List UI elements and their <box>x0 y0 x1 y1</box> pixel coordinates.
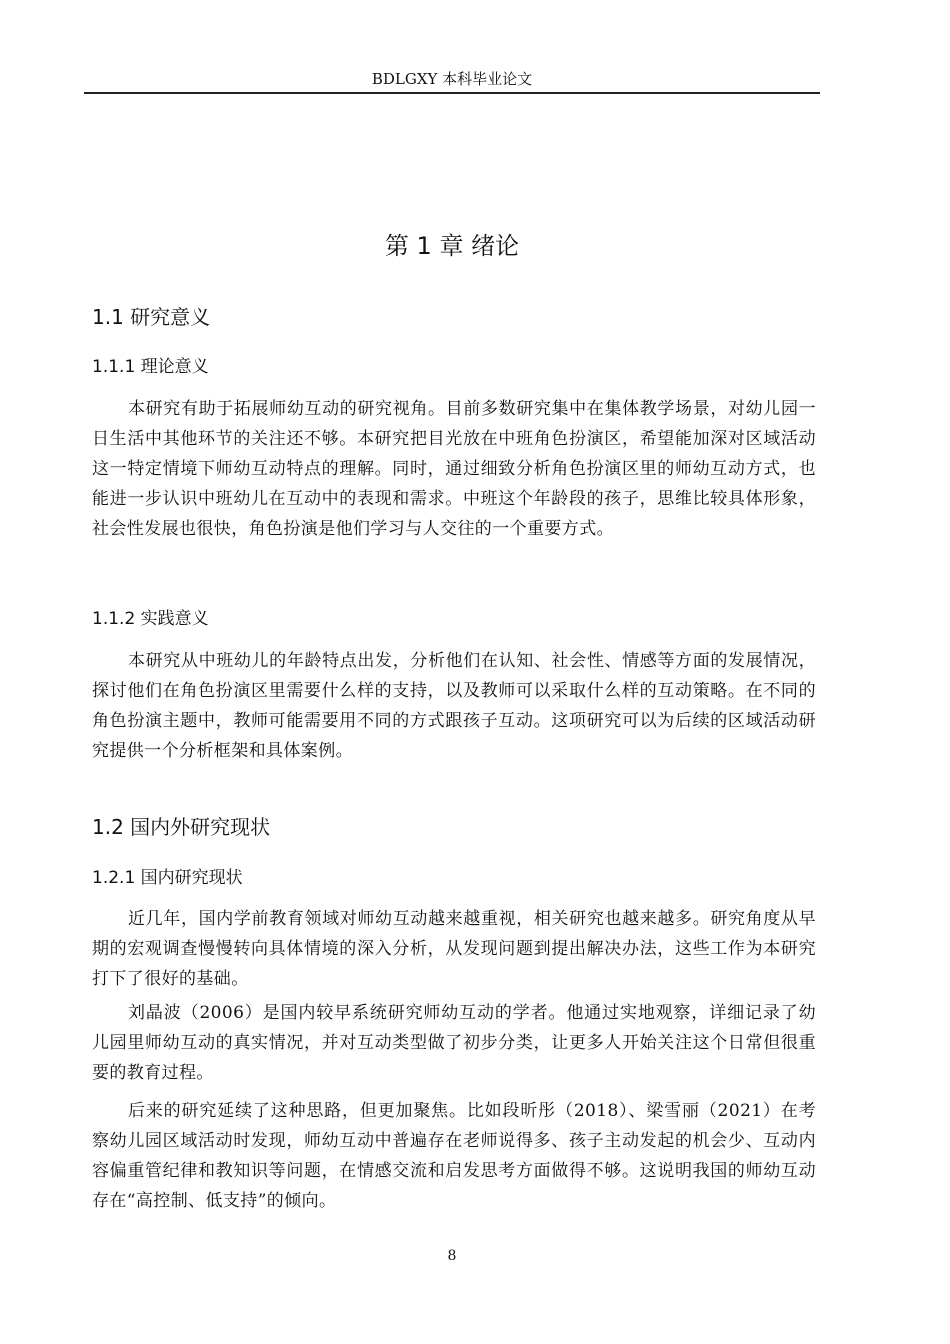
paragraph-liu-jingbo: 刘晶波（2006）是国内较早系统研究师幼互动的学者。他通过实地观察，详细记录了幼儿园里师幼互动的真实情况，并对互动类型做了初步分类，让更多人开始关注这个日常但很重要的教育过程。 <box>92 1003 816 1083</box>
header-rule <box>84 92 820 94</box>
page-number: 8 <box>447 1248 457 1264</box>
paragraph-theory-significance: 本研究有助于拓展师幼互动的研究视角。目前多数研究集中在集体教学场景，对幼儿园一日生活中其他环节的关注还不够。本研究把目光放在中班角色扮演区，希望能加深对区域活动这一特定情境下师幼互动特点的理解。同时，通过细致分析角色扮演区里的师幼互动方式，也能进一步认识中班幼儿在互动中的表现和需求。中班这个年龄段的孩子，思维比较具体形象，社会性发展也很快，角色扮演是他们学习与人交往的一个重要方式。 <box>92 399 816 539</box>
subsection-heading-1-1-2: 1.1.2 实践意义 <box>92 609 209 629</box>
paragraph-domestic-overview: 近几年，国内学前教育领域对师幼互动越来越重视，相关研究也越来越多。研究角度从早期的宏观调查慢慢转向具体情境的深入分析，从发现问题到提出解决办法，这些工作为本研究打下了很好的基础。 <box>92 909 816 989</box>
section-heading-1-2: 1.2 国内外研究现状 <box>92 815 271 839</box>
subsection-heading-1-1-1: 1.1.1 理论意义 <box>92 357 209 377</box>
running-header: BDLGXY 本科毕业论文 <box>371 70 533 88</box>
paragraph-practice-significance: 本研究从中班幼儿的年龄特点出发，分析他们在认知、社会性、情感等方面的发展情况，探讨他们在角色扮演区里需要什么样的支持，以及教师可以采取什么样的互动策略。在不同的角色扮演主题中，教师可能需要用不同的方式跟孩子互动。这项研究可以为后续的区域活动研究提供一个分析框架和具体案例。 <box>92 651 816 761</box>
paragraph-later-research: 后来的研究延续了这种思路，但更加聚焦。比如段昕彤（2018）、梁雪丽（2021）在考察幼儿园区域活动时发现，师幼互动中普遍存在老师说得多、孩子主动发起的机会少、互动内容偏重管纪律和教知识等问题，在情感交流和启发思考方面做得不够。这说明我国的师幼互动存在“高控制、低支持”的倾向。 <box>92 1101 816 1211</box>
subsection-heading-1-2-1: 1.2.1 国内研究现状 <box>92 868 243 888</box>
chapter-title: 第 1 章 绪论 <box>384 232 520 260</box>
section-heading-1-1: 1.1 研究意义 <box>92 305 211 329</box>
